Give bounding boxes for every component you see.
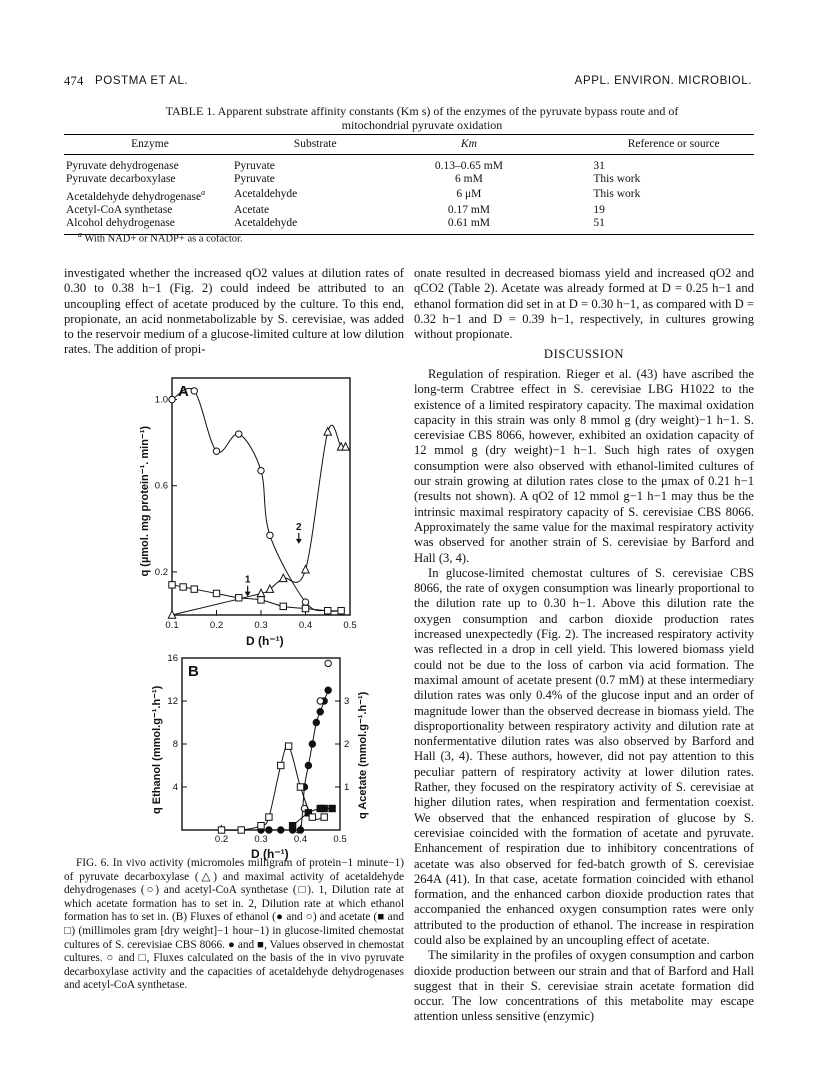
- section-heading: DISCUSSION: [543, 347, 625, 361]
- data-point: [321, 805, 327, 811]
- y-tick-label: 2: [344, 739, 350, 750]
- panel-label: B: [188, 663, 199, 680]
- data-point: [278, 827, 284, 833]
- page-number: 474: [64, 74, 84, 88]
- data-point: [313, 719, 319, 725]
- table-cell: This work: [593, 188, 641, 201]
- table-cell: Acetaldehyde dehydrogenase$^a$: [66, 188, 206, 203]
- x-tick-label: 0.4: [298, 620, 313, 631]
- y-axis-label: q (µmol. mg protein⁻¹. min⁻¹): [139, 425, 151, 577]
- footnote-mark: a: [78, 230, 82, 239]
- figure-caption: [64, 857, 404, 993]
- table-caption-line1: TABLE 1. Apparent substrate affinity constants (Km s) of the enzymes of the pyruvate bypass route and of: [165, 104, 679, 118]
- table-row: [64, 173, 754, 186]
- data-point: [321, 814, 327, 820]
- table-caption-line2: mitochondrial pyruvate oxidation: [341, 118, 503, 132]
- left-column-paragraph: [64, 266, 404, 358]
- data-point: [191, 388, 197, 394]
- x-axis-label: D (h⁻¹): [251, 847, 289, 861]
- data-point: [302, 566, 309, 573]
- table-cell: 0.13–0.65 mM: [434, 160, 503, 172]
- table-row: [64, 186, 754, 204]
- data-point: [297, 784, 303, 790]
- table-header-substrate: Substrate: [234, 135, 396, 155]
- paragraph: The similarity in the profiles of oxygen consumption and carbon dioxide production between our strain and that of Barford and Hall suggest that in their S. cerevisiae strain acetate formation did occur. The low concentrations of this metabolite may escape attention unless sensitive (enzymic): [414, 948, 754, 1024]
- panel-label: A: [178, 383, 189, 400]
- data-point: [309, 814, 315, 820]
- y-tick-label: 8: [172, 739, 178, 750]
- data-point: [236, 431, 242, 437]
- table-footnote: $^a$ With NAD+ or NADP+ as a cofactor.: [78, 230, 243, 245]
- table-cell: Pyruvate: [233, 160, 275, 172]
- y-tick-label: 16: [167, 653, 178, 664]
- y-tick-label: 0.6: [154, 480, 168, 492]
- running-journal: APPL. ENVIRON. MICROBIOL.: [574, 75, 752, 87]
- paragraph: onate resulted in decreased biomass yield and increased qO2 and qCO2 (Table 2). Acetate was already formed at D = 0.25 h−1 and ethanol formation did set in at D = 0.30 h−1, as compared with D = 0.32 h−1 and D = 0.39 h−1, respectively, in cultures growing without propionate.: [414, 266, 754, 342]
- table-header-km: Km: [396, 135, 541, 155]
- running-authors: POSTMA ET AL.: [95, 75, 189, 87]
- annotation-arrowhead: [296, 539, 302, 544]
- data-point: [317, 709, 323, 715]
- table-cell: 0.61 mM: [396, 217, 541, 235]
- x-tick-label: 0.2: [214, 834, 229, 845]
- data-point: [169, 582, 175, 588]
- table-cell: This work: [593, 173, 641, 185]
- x-tick-label: 0.5: [343, 620, 357, 631]
- x-axis-label: D (h⁻¹): [246, 634, 284, 648]
- data-point: [266, 827, 272, 833]
- data-point: [309, 741, 315, 747]
- x-tick-label: 0.3: [254, 620, 268, 631]
- data-point: [191, 586, 197, 592]
- data-point: [280, 603, 286, 609]
- data-point: [266, 814, 272, 820]
- table-row: [64, 204, 754, 217]
- table-header-reference: Reference or source: [541, 135, 754, 155]
- y-axis-label: q Ethanol (mmol.g⁻¹.h⁻¹): [151, 685, 163, 814]
- data-point: [258, 467, 264, 473]
- data-point: [305, 762, 311, 768]
- table-cell: Acetyl-CoA synthetase: [66, 203, 173, 216]
- x-tick-label: 0.4: [293, 834, 308, 845]
- table-header-enzyme: Enzyme: [64, 135, 234, 155]
- data-point: [213, 590, 219, 596]
- figure-6a: [100, 370, 360, 650]
- table-cell: 31: [593, 160, 605, 172]
- paragraph: Regulation of respiration. Rieger et al. (43) have ascribed the long-term Crabtree effect in S. cerevisiae LBG H1022 to the existence of a limited respiratory capacity. The maximal oxidation capacity in this strain was only 8 mmol g (dry weight)−1 h−1. S. cerevisiae CBS 8066, however, exhibited an oxidation capacity of 12 mmol g (dry weight)−1 h−1. Such high rates of oxygen consumption were also observed with ethanol-limited cultures of our strain growing at dilution rates close to the μmax of 0.21 h−1 (results not shown). A qO2 of 12 mmol g−1 h−1 may thus be the intrinsic maximal respiratory capacity of S. cerevisiae CBS 8066. Approximately the same value for the maximal respiratory activity was observed for another strain of S. cerevisiae by Barford and Hall (3, 4).: [414, 367, 754, 565]
- data-point: [297, 827, 303, 833]
- plot-frame: [182, 658, 340, 830]
- y-axis-label-right: q Acetate (mmol.g⁻¹.h⁻¹): [357, 691, 369, 819]
- table-cell: 51: [541, 217, 754, 235]
- table-cell: 0.17 mM: [447, 203, 490, 216]
- data-point: [317, 698, 323, 704]
- table-cell: 6 μM: [456, 188, 482, 201]
- data-point: [338, 607, 344, 613]
- x-tick-label: 0.2: [209, 620, 224, 631]
- plot-frame: [172, 378, 350, 615]
- data-point: [238, 827, 244, 833]
- figure-6b: [100, 650, 400, 861]
- table-cell: 6 mM: [455, 173, 483, 185]
- table-cell: Pyruvate decarboxylase: [66, 173, 176, 185]
- data-point: [258, 597, 264, 603]
- table1: [64, 134, 754, 235]
- data-point: [325, 687, 331, 693]
- x-tick-label: 0.3: [254, 834, 268, 845]
- data-point: [213, 448, 219, 454]
- table-cell: Acetate: [233, 203, 270, 216]
- paragraph: investigated whether the increased qO2 values at dilution rates of 0.30 to 0.38 h−1 (Fig. 2) could indeed be attributed to an uncoupling effect of acetate produced by the culture. To this end, propionate, an acid nonmetabolizable by S. cerevisiae, was added to the reservoir medium of a glucose-limited culture at low dilution rates. The addition of propi-: [64, 266, 404, 357]
- table-row: [64, 155, 754, 174]
- data-point: [324, 428, 331, 435]
- series-line: [172, 425, 346, 615]
- data-point: [180, 584, 186, 590]
- data-point: [278, 762, 284, 768]
- y-tick-label: 1.0: [154, 394, 168, 406]
- data-point: [302, 605, 308, 611]
- data-point: [285, 743, 291, 749]
- table-cell: Pyruvate: [233, 173, 275, 185]
- table-cell: Acetaldehyde: [234, 217, 396, 235]
- annotation-label: 1: [244, 574, 251, 586]
- annotation-label: 2: [296, 521, 302, 533]
- data-point: [329, 805, 335, 811]
- y-tick-label: 1: [344, 782, 350, 793]
- data-point: [169, 396, 175, 402]
- data-point: [258, 823, 264, 829]
- data-point: [218, 827, 224, 833]
- table-caption: [92, 104, 752, 132]
- data-point: [267, 532, 273, 538]
- data-point: [302, 599, 308, 605]
- data-point: [289, 823, 295, 829]
- data-point: [325, 660, 331, 666]
- right-column-paragraph: [414, 266, 754, 342]
- y-tick-label: 3: [344, 696, 350, 707]
- x-tick-label: 0.5: [333, 834, 347, 845]
- y-tick-label: 12: [167, 696, 178, 707]
- y-tick-label: 0.2: [154, 566, 168, 578]
- table-cell: Pyruvate dehydrogenase: [66, 160, 179, 172]
- data-point: [325, 607, 331, 613]
- x-tick-label: 0.1: [165, 620, 179, 631]
- table-cell: Acetaldehyde: [233, 188, 298, 201]
- data-point: [266, 585, 273, 592]
- caption-text: FIG. 6. In vivo activity (micromoles milligram of protein−1 minute−1) of pyruvate decarboxylase (△) and maximal activity of acetaldehyde dehydrogenases (○) and acetyl-CoA synthetase (□). 1, Dilution rate at which acetate formation has to set in. 2, Dilution rate at which ethanol formation has to set in. (B) Fluxes of ethanol (● and ○) and acetate (■ and □) (millimoles gram [dry weight]−1 hour−1) in glucose-limited chemostat cultures of S. cerevisiae CBS 8066. ● and ■, Values observed in chemostat cultures. ○ and □, Fluxes calculated on the basis of the in vivo pyruvate decarboxylase activity and the capacities of acetaldehyde dehydrogenases and acetyl-CoA synthetase.: [64, 857, 404, 992]
- y-tick-label: 4: [172, 782, 178, 793]
- table-cell: 19: [593, 203, 605, 216]
- series-line: [172, 388, 341, 611]
- paragraph: In glucose-limited chemostat cultures of S. cerevisiae CBS 8066, the rate of oxygen consumption was linearly proportional to the dilution rate up to 0.30 h−1. Above this dilution rate the oxygen consumption and carbon dioxide production rates increased unexpectedly (Fig. 2). The increased respiratory activity was reflected in a drop in cell yield. This lowered biomass yield could not be due to the loss of carbon via acid formation. The maximal amount of acetate present (0.7 mM) at these intermediary dilution rates was only 0.4% of the glucose input and an order of magnitude lower than the observed decrease in biomass yield. The disproportionality between respiratory activity and dilution rate at nonfermentative dilution rates was also observed by Barford and Hall (3, 4). These authors, however, did not pay attention to this peculiar pattern of respiratory activity at lower dilution rates. Rather, they focused on the respiratory activity of S. cerevisiae at higher dilution rates, when respiration and fermentation coexist. We observed that the enhanced respiration of glucose by S. cerevisiae coincided with the formation of acetate and pyruvate. Enhancement of respiration due to inhibitory concentrations of acetate was also observed for fed-batch growth of S. cerevisiae 264A (41). In that case, acetate formation coincided with ethanol formation, and the enhanced carbon dioxide production rates that accompanied the enhanced oxygen consumption rates were only attributed to the production of ethanol. The increase in respiration could also be explained by an uncoupling effect of acetate.: [414, 565, 754, 947]
- data-point: [236, 595, 242, 601]
- discussion-body: [414, 367, 754, 1025]
- footnote-mark: a: [201, 188, 206, 197]
- table-cell: Alcohol dehydrogenase: [64, 217, 234, 235]
